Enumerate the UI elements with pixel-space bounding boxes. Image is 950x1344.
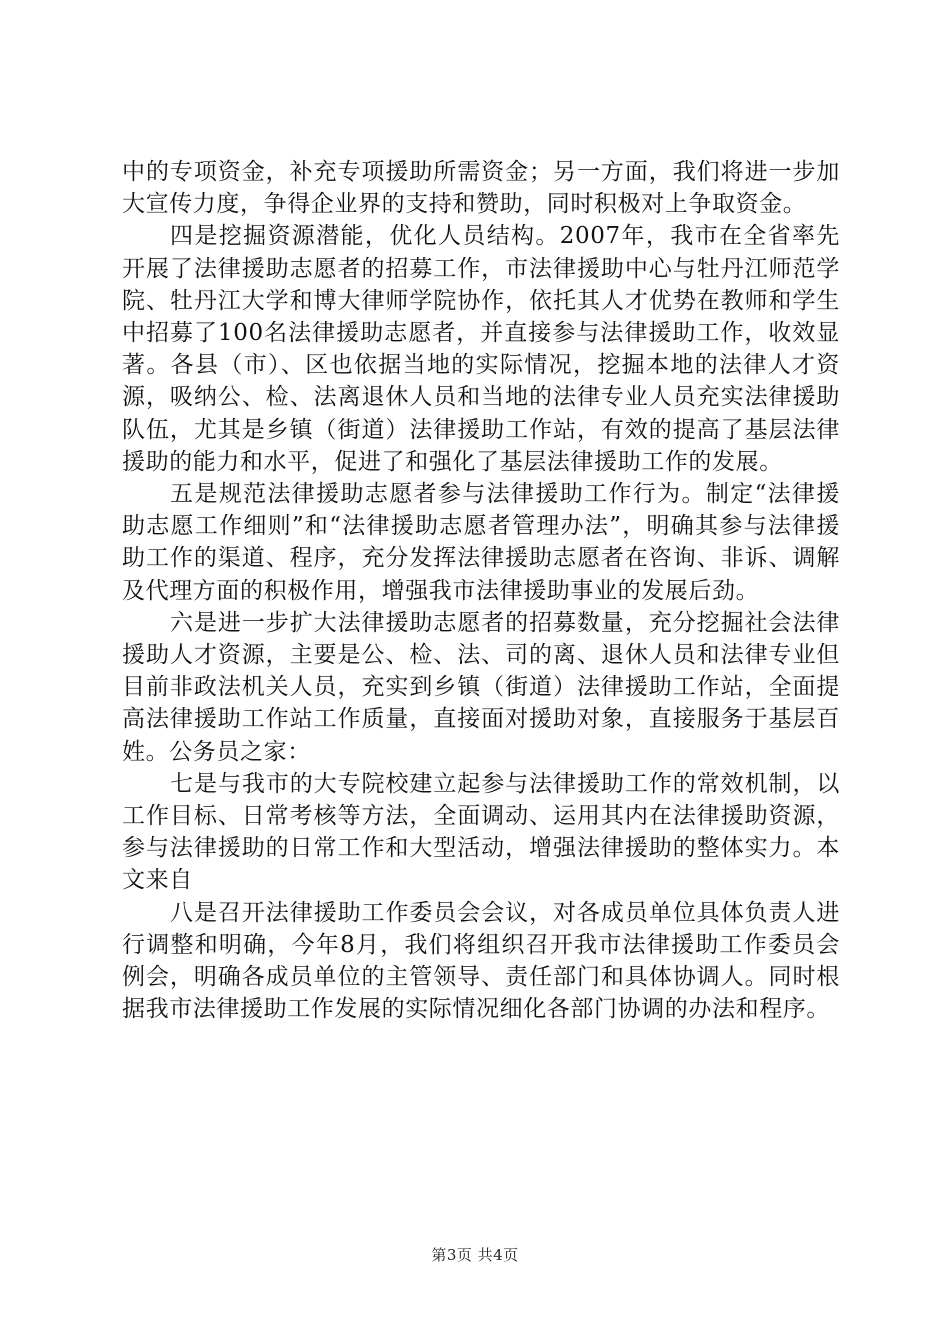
document-body — [122, 156, 840, 1025]
paragraph-point-four: 四是挖掘资源潜能，优化人员结构。2007年，我市在全省率先开展了法律援助志愿者的招募工作，市法律援助中心与牡丹江师范学院、牡丹江大学和博大律师学院协作，依托其人才优势在教师和学生中招募了100名法律援助志愿者，并直接参与法律援助工作，收效显著。各县（市）、区也依据当地的实际情况，挖掘本地的法律人才资源，吸纳公、检、法离退休人员和当地的法律专业人员充实法律援助队伍，尤其是乡镇（街道）法律援助工作站，有效的提高了基层法律援助的能力和水平，促进了和强化了基层法律援助工作的发展。 — [122, 223, 840, 475]
paragraph-continuation: 中的专项资金，补充专项援助所需资金；另一方面，我们将进一步加大宣传力度，争得企业界的支持和赞助，同时积极对上争取资金。 — [122, 159, 840, 218]
paragraph-point-eight: 八是召开法律援助工作委员会会议，对各成员单位具体负责人进行调整和明确，今年8月，我们将组织召开我市法律援助工作委员会例会，明确各成员单位的主管领导、责任部门和具体协调人。同时根据我市法律援助工作发展的实际情况细化各部门协调的办法和程序。 — [122, 899, 840, 1023]
paragraph-point-seven: 七是与我市的大专院校建立起参与法律援助工作的常效机制，以工作目标、日常考核等方法，全面调动、运用其内在法律援助资源，参与法律援助的日常工作和大型活动，增强法律援助的整体实力。本文来自 — [122, 770, 840, 894]
paragraph-point-six: 六是进一步扩大法律援助志愿者的招募数量，充分挖掘社会法律援助人才资源，主要是公、检、法、司的离、退休人员和法律专业但目前非政法机关人员，充实到乡镇（街道）法律援助工作站，全面提高法律援助工作站工作质量，直接面对援助对象，直接服务于基层百姓。公务员之家： — [122, 609, 840, 765]
page-number-footer: 第3页 共4页 — [431, 1246, 519, 1264]
paragraph-point-five: 五是规范法律援助志愿者参与法律援助工作行为。制定“法律援助志愿工作细则”和“法律援助志愿者管理办法”，明确其参与法律援助工作的渠道、程序，充分发挥法律援助志愿者在咨询、非诉、调解及代理方面的积极作用，增强我市法律援助事业的发展后劲。 — [122, 481, 840, 604]
